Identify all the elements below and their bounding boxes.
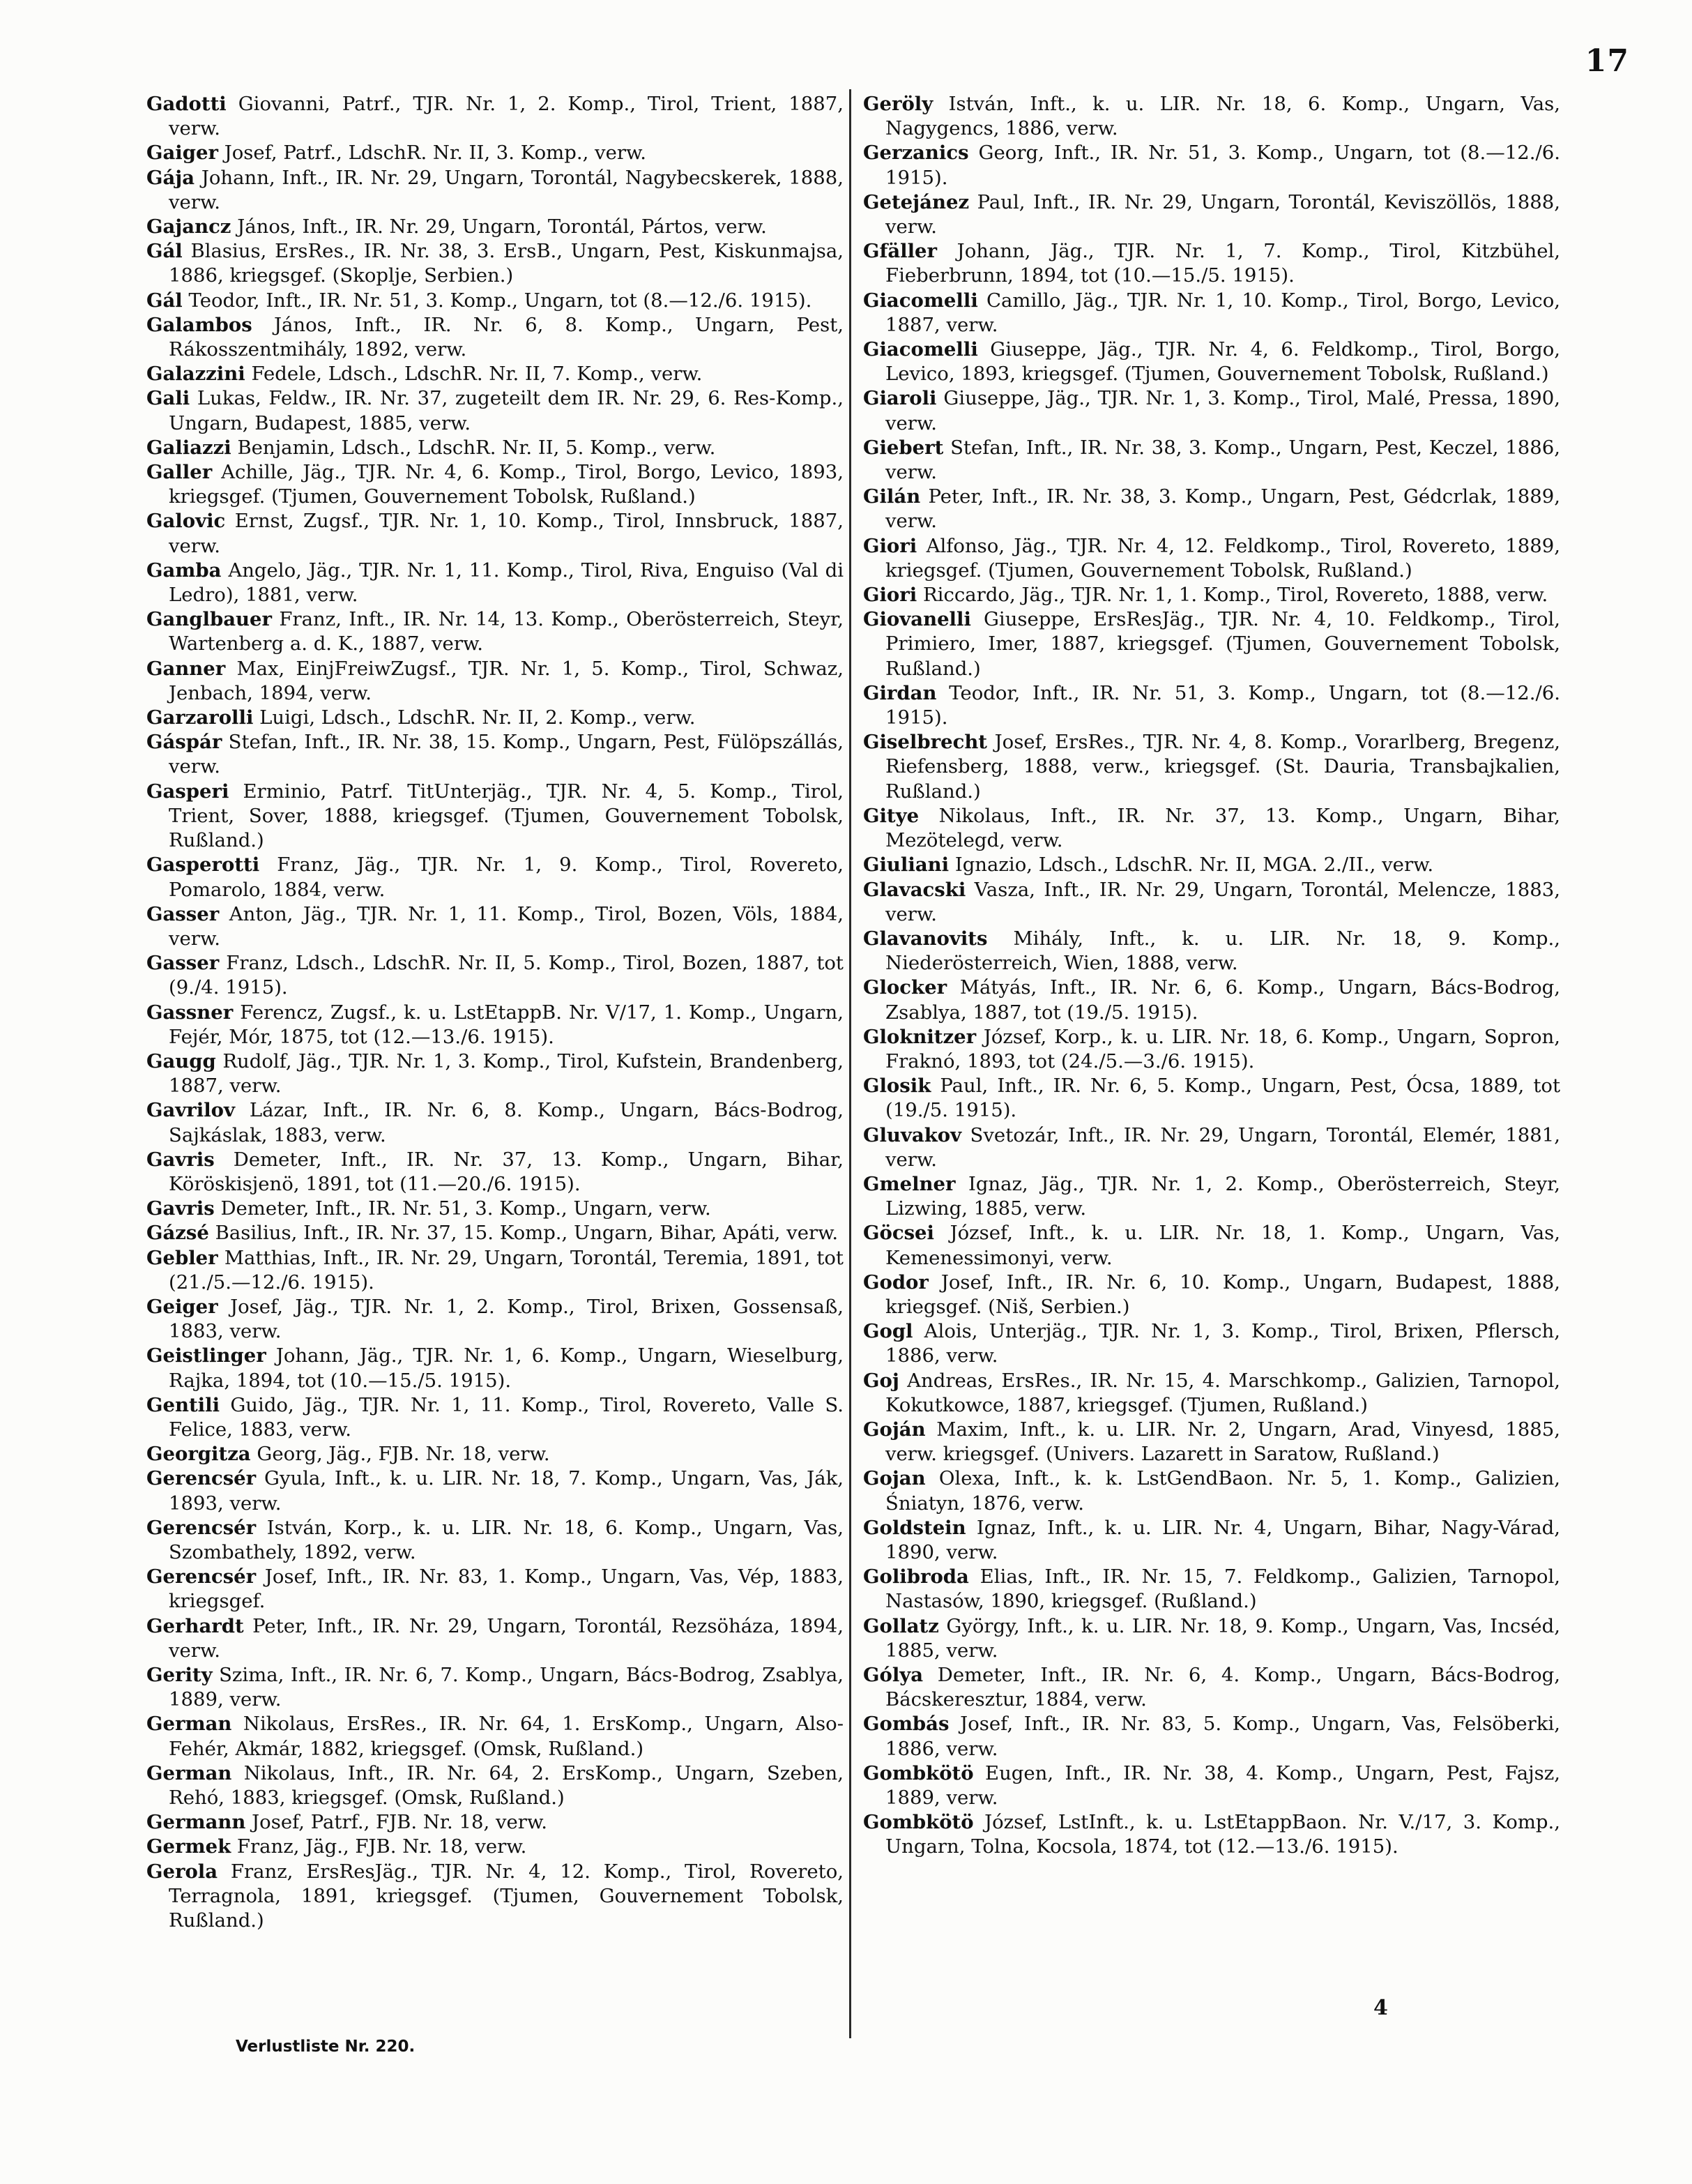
entry-surname: Giaroli [863, 387, 937, 410]
casualty-entry [863, 190, 1560, 239]
casualty-entry [146, 1001, 844, 1049]
entry-details: Franz, Ldsch., LdschR. Nr. II, 5. Komp., Tirol, Bozen, 1887, tot (9./4. 1915). [169, 952, 844, 999]
footer-signature-number: 4 [1373, 1996, 1388, 2020]
casualty-entry [146, 92, 844, 141]
casualty-entry [863, 1663, 1560, 1712]
entry-surname: Getejánez [863, 190, 970, 213]
entry-details: Rudolf, Jäg., TJR. Nr. 1, 3. Komp., Tirol, Kufstein, Brandenberg, 1887, verw. [169, 1049, 844, 1098]
entry-surname: Galler [146, 461, 213, 484]
page-number: 17 [1585, 43, 1629, 79]
entry-details: Johann, Jäg., TJR. Nr. 1, 6. Komp., Ungarn, Wieselburg, Rajka, 1894, tot (10.—15./5. 1915). [169, 1344, 844, 1392]
entry-details: Giuseppe, ErsResJäg., TJR. Nr. 4, 10. Feldkomp., Tirol, Primiero, Imer, 1887, kriegsgef. (Tjumen, Gouvernement Tobolsk, Rußland.) [885, 608, 1560, 680]
entry-surname: Gentili [146, 1393, 220, 1416]
casualty-entry [863, 1712, 1560, 1761]
entry-details: József, Korp., k. u. LIR. Nr. 18, 6. Komp., Ungarn, Sopron, Fraknó, 1893, tot (24./5.—3./6. 1915). [885, 1025, 1560, 1072]
entry-details: Franz, Jäg., TJR. Nr. 1, 9. Komp., Tirol, Rovereto, Pomarolo, 1884, verw. [169, 854, 844, 901]
casualty-entry [863, 1025, 1560, 1074]
entry-details: István, Inft., k. u. LIR. Nr. 18, 6. Komp., Ungarn, Vas, Nagygencs, 1886, verw. [885, 93, 1560, 140]
entry-surname: Gál [146, 289, 183, 312]
entry-surname: Georgitza [146, 1443, 251, 1466]
casualty-entry [146, 559, 844, 607]
entry-surname: Gaugg [146, 1049, 216, 1072]
entry-details: György, Inft., k. u. LIR. Nr. 18, 9. Komp., Ungarn, Vas, Incséd, 1885, verw. [885, 1614, 1560, 1662]
entry-surname: Ganner [146, 657, 226, 680]
casualty-entry [146, 166, 844, 215]
entry-details: Georg, Jäg., FJB. Nr. 18, verw. [257, 1443, 550, 1466]
entry-details: János, Inft., IR. Nr. 29, Ungarn, Torontál, Pártos, verw. [237, 215, 767, 238]
entry-details: Max, EinjFreiwZugsf., TJR. Nr. 1, 5. Komp., Tirol, Schwaz, Jenbach, 1894, verw. [169, 657, 844, 704]
entry-surname: Glocker [863, 976, 947, 999]
entry-surname: Giacomelli [863, 289, 978, 312]
casualty-entry [146, 1393, 844, 1442]
casualty-entry [146, 1148, 844, 1197]
entry-details: Lukas, Feldw., IR. Nr. 37, zugeteilt dem IR. Nr. 29, 6. Res-Komp., Ungarn, Budapest, 1885, verw. [169, 387, 844, 434]
casualty-entry [863, 1172, 1560, 1221]
casualty-entry [146, 313, 844, 362]
casualty-entry [863, 1466, 1560, 1515]
entry-details: Gyula, Inft., k. u. LIR. Nr. 18, 7. Komp., Ungarn, Vas, Ják, 1893, verw. [169, 1467, 844, 1515]
entry-details: Riccardo, Jäg., TJR. Nr. 1, 1. Komp., Tirol, Rovereto, 1888, verw. [922, 584, 1548, 607]
entry-surname: Gáspár [146, 731, 222, 754]
entry-details: Josef, Inft., IR. Nr. 83, 5. Komp., Ungarn, Vas, Felsöberki, 1886, verw. [885, 1713, 1560, 1760]
left-column [146, 92, 844, 1933]
casualty-entry [146, 1761, 844, 1810]
casualty-entry [863, 804, 1560, 853]
entry-surname: Giebert [863, 436, 944, 459]
entry-details: Georg, Inft., IR. Nr. 51, 3. Komp., Ungarn, tot (8.—12./6. 1915). [885, 142, 1560, 189]
entry-details: József, LstInft., k. u. LstEtappBaon. Nr. V./17, 3. Komp., Ungarn, Tolna, Kocsola, 1874, tot (12.—13./6. 1915). [885, 1811, 1560, 1858]
entry-surname: Galovic [146, 510, 226, 533]
entry-surname: Giacomelli [863, 338, 978, 361]
entry-surname: Gólya [863, 1664, 924, 1686]
entry-details: Josef, Patrf., LdschR. Nr. II, 3. Komp., verw. [224, 142, 647, 165]
casualty-entry [146, 1663, 844, 1712]
casualty-entry [146, 1516, 844, 1565]
entry-details: Josef, Inft., IR. Nr. 83, 1. Komp., Ungarn, Vas, Vép, 1883, kriegsgef. [169, 1565, 844, 1613]
entry-details: Fedele, Ldsch., LdschR. Nr. II, 7. Komp., verw. [251, 363, 703, 386]
entry-surname: Gfäller [863, 240, 938, 263]
entry-surname: Gojan [863, 1467, 926, 1490]
casualty-entry [146, 1810, 844, 1835]
entry-surname: Goj [863, 1369, 899, 1392]
entry-details: József, Inft., k. u. LIR. Nr. 18, 1. Komp., Ungarn, Vas, Kemenessimonyi, verw. [885, 1222, 1560, 1269]
casualty-entry [863, 1810, 1560, 1859]
casualty-entry [146, 509, 844, 558]
casualty-entry [146, 853, 844, 902]
entry-surname: Gavris [146, 1148, 215, 1171]
casualty-entry [863, 1123, 1560, 1172]
entry-details: Josef, Jäg., TJR. Nr. 1, 2. Komp., Tirol, Brixen, Gossensaß, 1883, verw. [169, 1295, 844, 1343]
entry-details: Nikolaus, Inft., IR. Nr. 64, 2. ErsKomp., Ungarn, Szeben, Rehó, 1883, kriegsgef. (Omsk, Rußland.) [169, 1761, 844, 1810]
entry-surname: Gerencsér [146, 1467, 257, 1490]
casualty-entry [863, 976, 1560, 1024]
entry-details: Benjamin, Ldsch., LdschR. Nr. II, 5. Komp., verw. [237, 436, 716, 459]
casualty-entry [146, 1221, 844, 1245]
entry-details: Ernst, Zugsf., TJR. Nr. 1, 10. Komp., Tirol, Innsbruck, 1887, verw. [169, 510, 844, 557]
casualty-entry [146, 460, 844, 509]
entry-surname: Geröly [863, 93, 933, 115]
entry-details: Demeter, Inft., IR. Nr. 37, 13. Komp., Ungarn, Bihar, Köröskisjenö, 1891, tot (11.—20./6. 1915). [169, 1148, 844, 1195]
casualty-entry [146, 706, 844, 730]
entry-surname: Giovanelli [863, 608, 971, 631]
entry-surname: Giselbrecht [863, 731, 988, 754]
footer-list-label: Verlustliste Nr. 220. [236, 2038, 416, 2056]
entry-details: Alfonso, Jäg., TJR. Nr. 4, 12. Feldkomp., Tirol, Rovereto, 1889, kriegsgef. (Tjumen, Gouvernement Tobolsk, Rußland.) [885, 534, 1561, 582]
casualty-entry [146, 215, 844, 239]
entry-details: Johann, Jäg., TJR. Nr. 1, 7. Komp., Tirol, Kitzbühel, Fieberbrunn, 1894, tot (10.—15./5. 1915). [885, 240, 1561, 287]
entry-details: Nikolaus, Inft., IR. Nr. 37, 13. Komp., Ungarn, Bihar, Mezötelegd, verw. [885, 804, 1560, 852]
entry-surname: Gali [146, 387, 190, 410]
entry-surname: Gombkötö [863, 1811, 974, 1834]
entry-surname: Giori [863, 584, 917, 607]
entry-surname: Gilán [863, 485, 921, 508]
entry-details: Demeter, Inft., IR. Nr. 51, 3. Komp., Ungarn, verw. [220, 1197, 711, 1220]
casualty-entry [146, 1295, 844, 1344]
entry-surname: Geiger [146, 1295, 218, 1318]
entry-details: Giovanni, Patrf., TJR. Nr. 1, 2. Komp., Tirol, Trient, 1887, verw. [169, 93, 844, 140]
entry-details: Stefan, Inft., IR. Nr. 38, 15. Komp., Ungarn, Pest, Fülöpszállás, verw. [169, 731, 844, 778]
casualty-entry [863, 1271, 1560, 1319]
casualty-entry [146, 1835, 844, 1859]
entry-details: Guido, Jäg., TJR. Nr. 1, 11. Komp., Tirol, Rovereto, Valle S. Felice, 1883, verw. [169, 1393, 844, 1441]
entry-surname: German [146, 1713, 232, 1736]
entry-surname: Gmelner [863, 1172, 956, 1195]
casualty-entry [863, 141, 1560, 190]
entry-details: Angelo, Jäg., TJR. Nr. 1, 11. Komp., Tirol, Riva, Enguiso (Val di Ledro), 1881, verw. [169, 559, 844, 607]
entry-details: Camillo, Jäg., TJR. Nr. 1, 10. Komp., Tirol, Borgo, Levico, 1887, verw. [885, 289, 1560, 336]
entry-details: Paul, Inft., IR. Nr. 29, Ungarn, Torontál, Keviszöllös, 1888, verw. [885, 190, 1560, 238]
column-divider [849, 89, 851, 2038]
casualty-entry [863, 289, 1560, 338]
entry-surname: Geistlinger [146, 1344, 266, 1367]
entry-details: Szima, Inft., IR. Nr. 6, 7. Komp., Ungarn, Bács-Bodrog, Zsablya, 1889, verw. [169, 1664, 844, 1711]
casualty-entry [863, 1369, 1560, 1418]
entry-details: Teodor, Inft., IR. Nr. 51, 3. Komp., Ungarn, tot (8.—12./6. 1915). [885, 681, 1560, 729]
casualty-entry [863, 853, 1560, 877]
entry-surname: Gassner [146, 1001, 234, 1024]
casualty-entry [863, 436, 1560, 485]
casualty-entry [863, 1761, 1560, 1810]
entry-details: Peter, Inft., IR. Nr. 38, 3. Komp., Ungarn, Pest, Gédcrlak, 1889, verw. [885, 485, 1560, 533]
entry-details: Vasza, Inft., IR. Nr. 29, Ungarn, Torontál, Melencze, 1883, verw. [885, 878, 1560, 925]
casualty-entry [863, 1221, 1560, 1270]
casualty-entry [863, 1565, 1560, 1614]
entry-surname: Gerhardt [146, 1614, 244, 1637]
entry-surname: Golibroda [863, 1565, 969, 1588]
entry-surname: Gavris [146, 1197, 215, 1220]
entry-details: Ferencz, Zugsf., k. u. LstEtappB. Nr. V/17, 1. Komp., Ungarn, Fejér, Mór, 1875, tot (12.—13./6. 1915). [169, 1001, 844, 1048]
entry-surname: Gasser [146, 952, 220, 975]
entry-details: Franz, Inft., IR. Nr. 14, 13. Komp., Oberösterreich, Steyr, Wartenberg a. d. K., 1887, verw. [169, 608, 844, 655]
entry-details: Erminio, Patrf. TitUnterjäg., TJR. Nr. 4, 5. Komp., Tirol, Trient, Sover, 1888, kriegsgef. (Tjumen, Gouvernement Tobolsk, Rußland.) [169, 780, 844, 852]
casualty-entry [863, 534, 1560, 583]
casualty-entry [146, 1860, 844, 1934]
entry-surname: Gerzanics [863, 142, 969, 165]
entry-details: Blasius, ErsRes., IR. Nr. 38, 3. ErsB., Ungarn, Pest, Kiskunmajsa, 1886, kriegsgef. (Skoplje, Serbien.) [169, 240, 844, 287]
casualty-entry [146, 239, 844, 288]
casualty-entry [863, 485, 1560, 533]
entry-surname: Glosik [863, 1075, 931, 1098]
entry-surname: Galambos [146, 313, 252, 336]
casualty-entry [146, 1098, 844, 1147]
entry-details: Anton, Jäg., TJR. Nr. 1, 11. Komp., Tirol, Bozen, Völs, 1884, verw. [169, 902, 844, 950]
entry-surname: Gasperi [146, 780, 229, 803]
entry-surname: Glavacski [863, 878, 966, 901]
entry-surname: Galazzini [146, 363, 245, 386]
entry-surname: Gasperotti [146, 854, 260, 877]
casualty-entry [146, 1049, 844, 1098]
entry-details: Johann, Inft., IR. Nr. 29, Ungarn, Torontál, Nagybecskerek, 1888, verw. [169, 166, 844, 213]
entry-details: Stefan, Inft., IR. Nr. 38, 3. Komp., Ungarn, Pest, Keczel, 1886, verw. [885, 436, 1560, 484]
casualty-entry [146, 362, 844, 386]
casualty-entry [863, 681, 1560, 730]
entry-details: István, Korp., k. u. LIR. Nr. 18, 6. Komp., Ungarn, Vas, Szombathely, 1892, verw. [169, 1516, 844, 1563]
entry-surname: Gajancz [146, 215, 231, 238]
casualty-entry [146, 436, 844, 460]
entry-details: Ignazio, Ldsch., LdschR. Nr. II, MGA. 2./II., verw. [954, 854, 1434, 877]
entry-details: Josef, Patrf., FJB. Nr. 18, verw. [252, 1811, 547, 1834]
entry-surname: Goján [863, 1418, 926, 1441]
casualty-entry [146, 951, 844, 1000]
entry-surname: Gázsé [146, 1222, 209, 1245]
entry-surname: Gerola [146, 1860, 218, 1883]
entry-details: Alois, Unterjäg., TJR. Nr. 1, 3. Komp., Tirol, Brixen, Pflersch, 1886, verw. [885, 1320, 1560, 1367]
casualty-entry [146, 1712, 844, 1761]
entry-surname: Gebler [146, 1246, 218, 1269]
entry-details: Matthias, Inft., IR. Nr. 29, Ungarn, Torontál, Teremia, 1891, tot (21./5.—12./6. 1915). [169, 1246, 844, 1294]
entry-details: Ignaz, Inft., k. u. LIR. Nr. 4, Ungarn, Bihar, Nagy-Várad, 1890, verw. [885, 1516, 1560, 1563]
casualty-entry [146, 1614, 844, 1663]
casualty-entry [146, 1466, 844, 1515]
entry-surname: Gitye [863, 804, 920, 827]
entry-surname: Gasser [146, 902, 220, 925]
casualty-entry [863, 730, 1560, 804]
entry-details: Mihály, Inft., k. u. LIR. Nr. 18, 9. Komp., Niederösterreich, Wien, 1888, verw. [885, 927, 1560, 975]
entry-details: Eugen, Inft., IR. Nr. 38, 4. Komp., Ungarn, Pest, Fajsz, 1889, verw. [885, 1761, 1560, 1810]
entry-details: Demeter, Inft., IR. Nr. 6, 4. Komp., Ungarn, Bács-Bodrog, Bácskeresztur, 1884, verw. [885, 1664, 1560, 1711]
casualty-entry [146, 386, 844, 435]
casualty-entry [863, 583, 1560, 607]
entry-surname: Glavanovits [863, 927, 988, 950]
casualty-entry [863, 1074, 1560, 1123]
entry-surname: Girdan [863, 681, 937, 704]
entry-details: Giuseppe, Jäg., TJR. Nr. 1, 3. Komp., Tirol, Malé, Pressa, 1890, verw. [885, 387, 1560, 434]
entry-surname: Garzarolli [146, 706, 254, 729]
casualty-entry [863, 607, 1560, 681]
casualty-entry [146, 1246, 844, 1295]
casualty-entry [146, 607, 844, 656]
casualty-entry [863, 1319, 1560, 1368]
casualty-entry [146, 1565, 844, 1614]
entry-surname: Gerity [146, 1664, 213, 1686]
casualty-entry [863, 878, 1560, 927]
entry-surname: Germann [146, 1811, 246, 1834]
entry-details: Josef, ErsRes., TJR. Nr. 4, 8. Komp., Vorarlberg, Bregenz, Riefensberg, 1888, verw., kriegsgef. (St. Dauria, Transbajkalien, Rußland.) [885, 731, 1560, 803]
entry-surname: Gerencsér [146, 1565, 257, 1588]
entry-details: Franz, Jäg., FJB. Nr. 18, verw. [236, 1835, 527, 1858]
entry-surname: Gogl [863, 1320, 913, 1343]
entry-details: Luigi, Ldsch., LdschR. Nr. II, 2. Komp., verw. [259, 706, 696, 729]
entry-details: Josef, Inft., IR. Nr. 6, 10. Komp., Ungarn, Budapest, 1888, kriegsgef. (Niš, Serbien.) [885, 1271, 1560, 1318]
entry-surname: Gadotti [146, 93, 227, 115]
entry-surname: Gája [146, 166, 195, 189]
entry-surname: Göcsei [863, 1222, 934, 1245]
entry-details: Mátyás, Inft., IR. Nr. 6, 6. Komp., Ungarn, Bács-Bodrog, Zsablya, 1887, tot (19./5. 1915). [885, 976, 1560, 1024]
entry-details: Franz, ErsResJäg., TJR. Nr. 4, 12. Komp., Tirol, Rovereto, Terragnola, 1891, kriegsgef. (Tjumen, Gouvernement Tobolsk, Rußland.) [169, 1860, 844, 1932]
entry-surname: Giuliani [863, 854, 950, 877]
entry-surname: Gamba [146, 559, 222, 582]
entry-details: Peter, Inft., IR. Nr. 29, Ungarn, Torontál, Rezsöháza, 1894, verw. [169, 1614, 844, 1662]
right-column [863, 92, 1560, 1860]
entry-surname: Galiazzi [146, 436, 231, 459]
entry-details: Andreas, ErsRes., IR. Nr. 15, 4. Marschkomp., Galizien, Tarnopol, Kokutkowce, 1887, kriegsgef. (Tjumen, Rußland.) [885, 1369, 1560, 1416]
entry-surname: Gollatz [863, 1614, 939, 1637]
entry-details: Lázar, Inft., IR. Nr. 6, 8. Komp., Ungarn, Bács-Bodrog, Sajkáslak, 1883, verw. [169, 1099, 844, 1146]
casualty-entry [146, 289, 844, 313]
casualty-entry [146, 780, 844, 854]
entry-details: Giuseppe, Jäg., TJR. Nr. 4, 6. Feldkomp., Tirol, Borgo, Levico, 1893, kriegsgef. (Tjumen, Gouvernement Tobolsk, Rußland.) [885, 338, 1560, 386]
entry-details: Ignaz, Jäg., TJR. Nr. 1, 2. Komp., Oberösterreich, Steyr, Lizwing, 1885, verw. [885, 1172, 1560, 1220]
casualty-entry [863, 1418, 1560, 1466]
casualty-entry [863, 92, 1560, 141]
entry-details: Basilius, Inft., IR. Nr. 37, 15. Komp., Ungarn, Bihar, Apáti, verw. [215, 1222, 839, 1245]
entry-surname: German [146, 1761, 232, 1784]
entry-details: Achille, Jäg., TJR. Nr. 4, 6. Komp., Tirol, Borgo, Levico, 1893, kriegsgef. (Tjumen, Gouvernement Tobolsk, Rußland.) [169, 461, 844, 508]
entry-surname: Germek [146, 1835, 231, 1858]
entry-surname: Gloknitzer [863, 1025, 977, 1048]
casualty-entry [863, 927, 1560, 976]
entry-details: Teodor, Inft., IR. Nr. 51, 3. Komp., Ungarn, tot (8.—12./6. 1915). [188, 289, 812, 312]
entry-surname: Ganglbauer [146, 608, 272, 631]
casualty-entry [146, 1344, 844, 1393]
entry-surname: Goldstein [863, 1516, 966, 1539]
casualty-entry [863, 386, 1560, 435]
entry-surname: Godor [863, 1271, 929, 1294]
entry-details: Svetozár, Inft., IR. Nr. 29, Ungarn, Torontál, Elemér, 1881, verw. [885, 1123, 1560, 1171]
casualty-entry [863, 1516, 1560, 1565]
entry-details: Elias, Inft., IR. Nr. 15, 7. Feldkomp., Galizien, Tarnopol, Nastasów, 1890, kriegsgef. (Rußland.) [885, 1565, 1560, 1613]
casualty-entry [863, 1614, 1560, 1663]
entry-details: Maxim, Inft., k. u. LIR. Nr. 2, Ungarn, Arad, Vinyesd, 1885, verw. kriegsgef. (Univers. Lazarett in Saratow, Rußland.) [885, 1418, 1560, 1466]
entry-details: Nikolaus, ErsRes., IR. Nr. 64, 1. ErsKomp., Ungarn, Also-Fehér, Akmár, 1882, kriegsgef. (Omsk, Rußland.) [169, 1713, 844, 1760]
casualty-entry [146, 141, 844, 165]
entry-surname: Gerencsér [146, 1516, 257, 1539]
casualty-entry [863, 338, 1560, 386]
casualty-entry [146, 1442, 844, 1466]
entry-surname: Gombkötö [863, 1761, 974, 1784]
entry-details: Paul, Inft., IR. Nr. 6, 5. Komp., Ungarn, Pest, Ócsa, 1889, tot (19./5. 1915). [885, 1075, 1561, 1122]
entry-details: János, Inft., IR. Nr. 6, 8. Komp., Ungarn, Pest, Rákosszentmihály, 1892, verw. [169, 313, 844, 361]
entry-surname: Gavrilov [146, 1099, 235, 1122]
entry-surname: Giori [863, 534, 917, 557]
casualty-entry [146, 730, 844, 779]
casualty-entry [146, 1197, 844, 1221]
casualty-entry [146, 902, 844, 951]
entry-surname: Gaiger [146, 142, 218, 165]
casualty-entry [146, 657, 844, 706]
entry-surname: Gluvakov [863, 1123, 962, 1146]
entry-details: Olexa, Inft., k. k. LstGendBaon. Nr. 5, 1. Komp., Galizien, Śniatyn, 1876, verw. [885, 1467, 1560, 1515]
casualty-entry [863, 239, 1560, 288]
entry-surname: Gombás [863, 1713, 950, 1736]
entry-surname: Gál [146, 240, 183, 263]
